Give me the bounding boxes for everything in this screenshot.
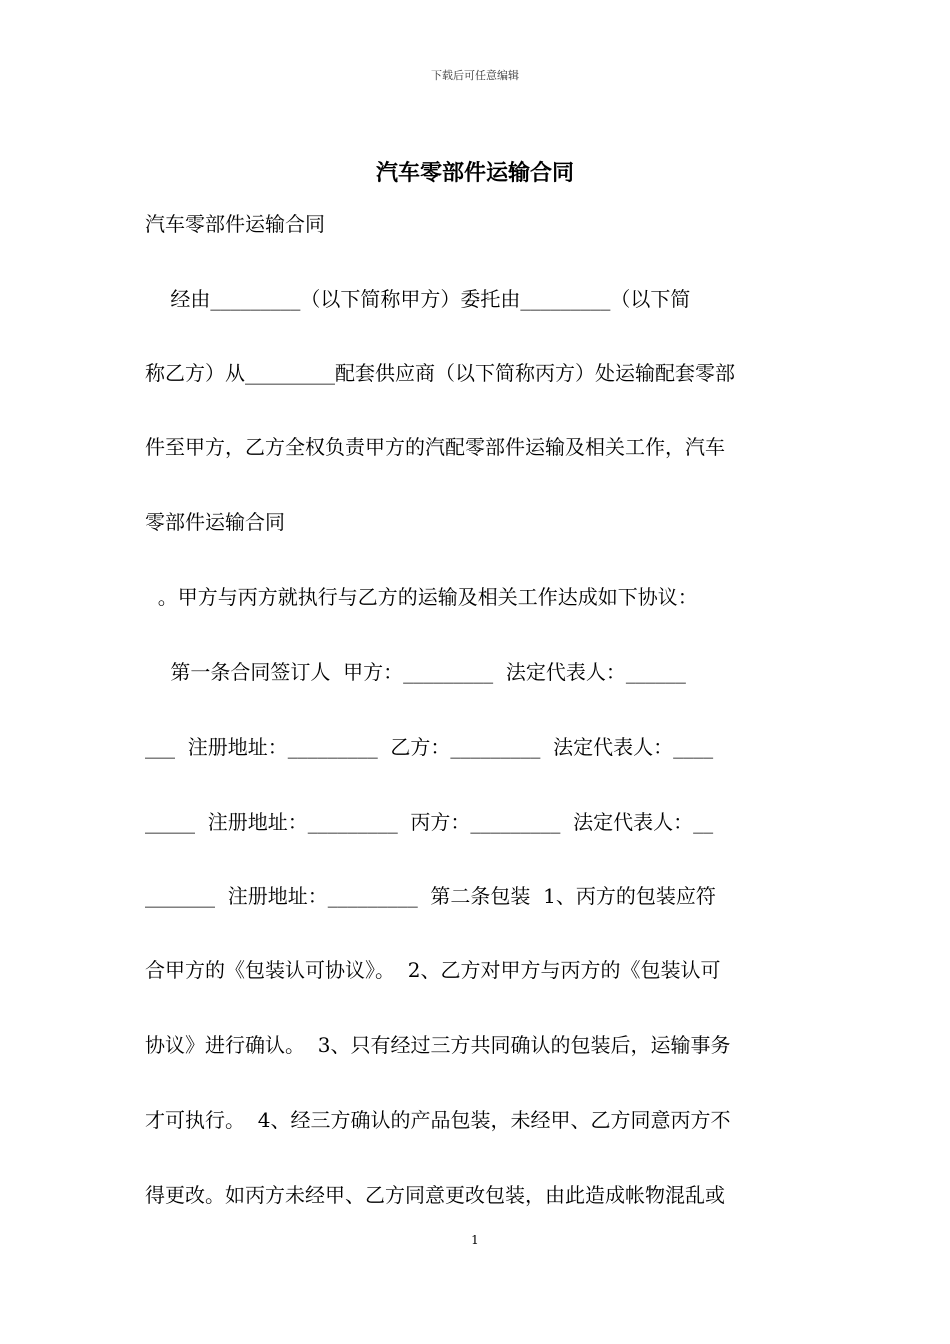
body-line: 才可执行。 4、经三方确认的产品包装，未经甲、乙方同意丙方不 <box>145 1108 731 1132</box>
body-line: 经由_________（以下简称甲方）委托由_________（以下简 <box>145 287 691 311</box>
document-title: 汽车零部件运输合同 <box>375 160 574 186</box>
body-line: 。甲方与丙方就执行与乙方的运输及相关工作达成如下协议： <box>145 585 698 609</box>
body-line: ___ 注册地址：_________ 乙方：_________ 法定代表人：____ <box>145 735 714 759</box>
body-line: 第一条合同签订人 甲方：_________ 法定代表人：______ <box>145 660 686 684</box>
body-line: 零部件运输合同 <box>145 510 285 534</box>
body-line: 协议》进行确认。 3、只有经过三方共同确认的包装后，运输事务 <box>145 1033 731 1057</box>
body-line-subtitle: 汽车零部件运输合同 <box>145 212 325 236</box>
body-line: 称乙方）从_________配套供应商（以下简称丙方）处运输配套零部 <box>145 361 735 385</box>
body-line: _______ 注册地址：_________ 第二条包装 1、丙方的包装应符 <box>145 884 716 908</box>
header-note: 下载后可任意编辑 <box>431 69 519 82</box>
body-line: 得更改。如丙方未经甲、乙方同意更改包装，由此造成帐物混乱或 <box>145 1183 725 1207</box>
body-line: 合甲方的《包装认可协议》。 2、乙方对甲方与丙方的《包装认可 <box>145 958 721 982</box>
body-line: _____ 注册地址：_________ 丙方：_________ 法定代表人：__ <box>145 810 714 834</box>
page-number: 1 <box>471 1233 479 1247</box>
body-line: 件至甲方，乙方全权负责甲方的汽配零部件运输及相关工作，汽车 <box>145 435 725 459</box>
